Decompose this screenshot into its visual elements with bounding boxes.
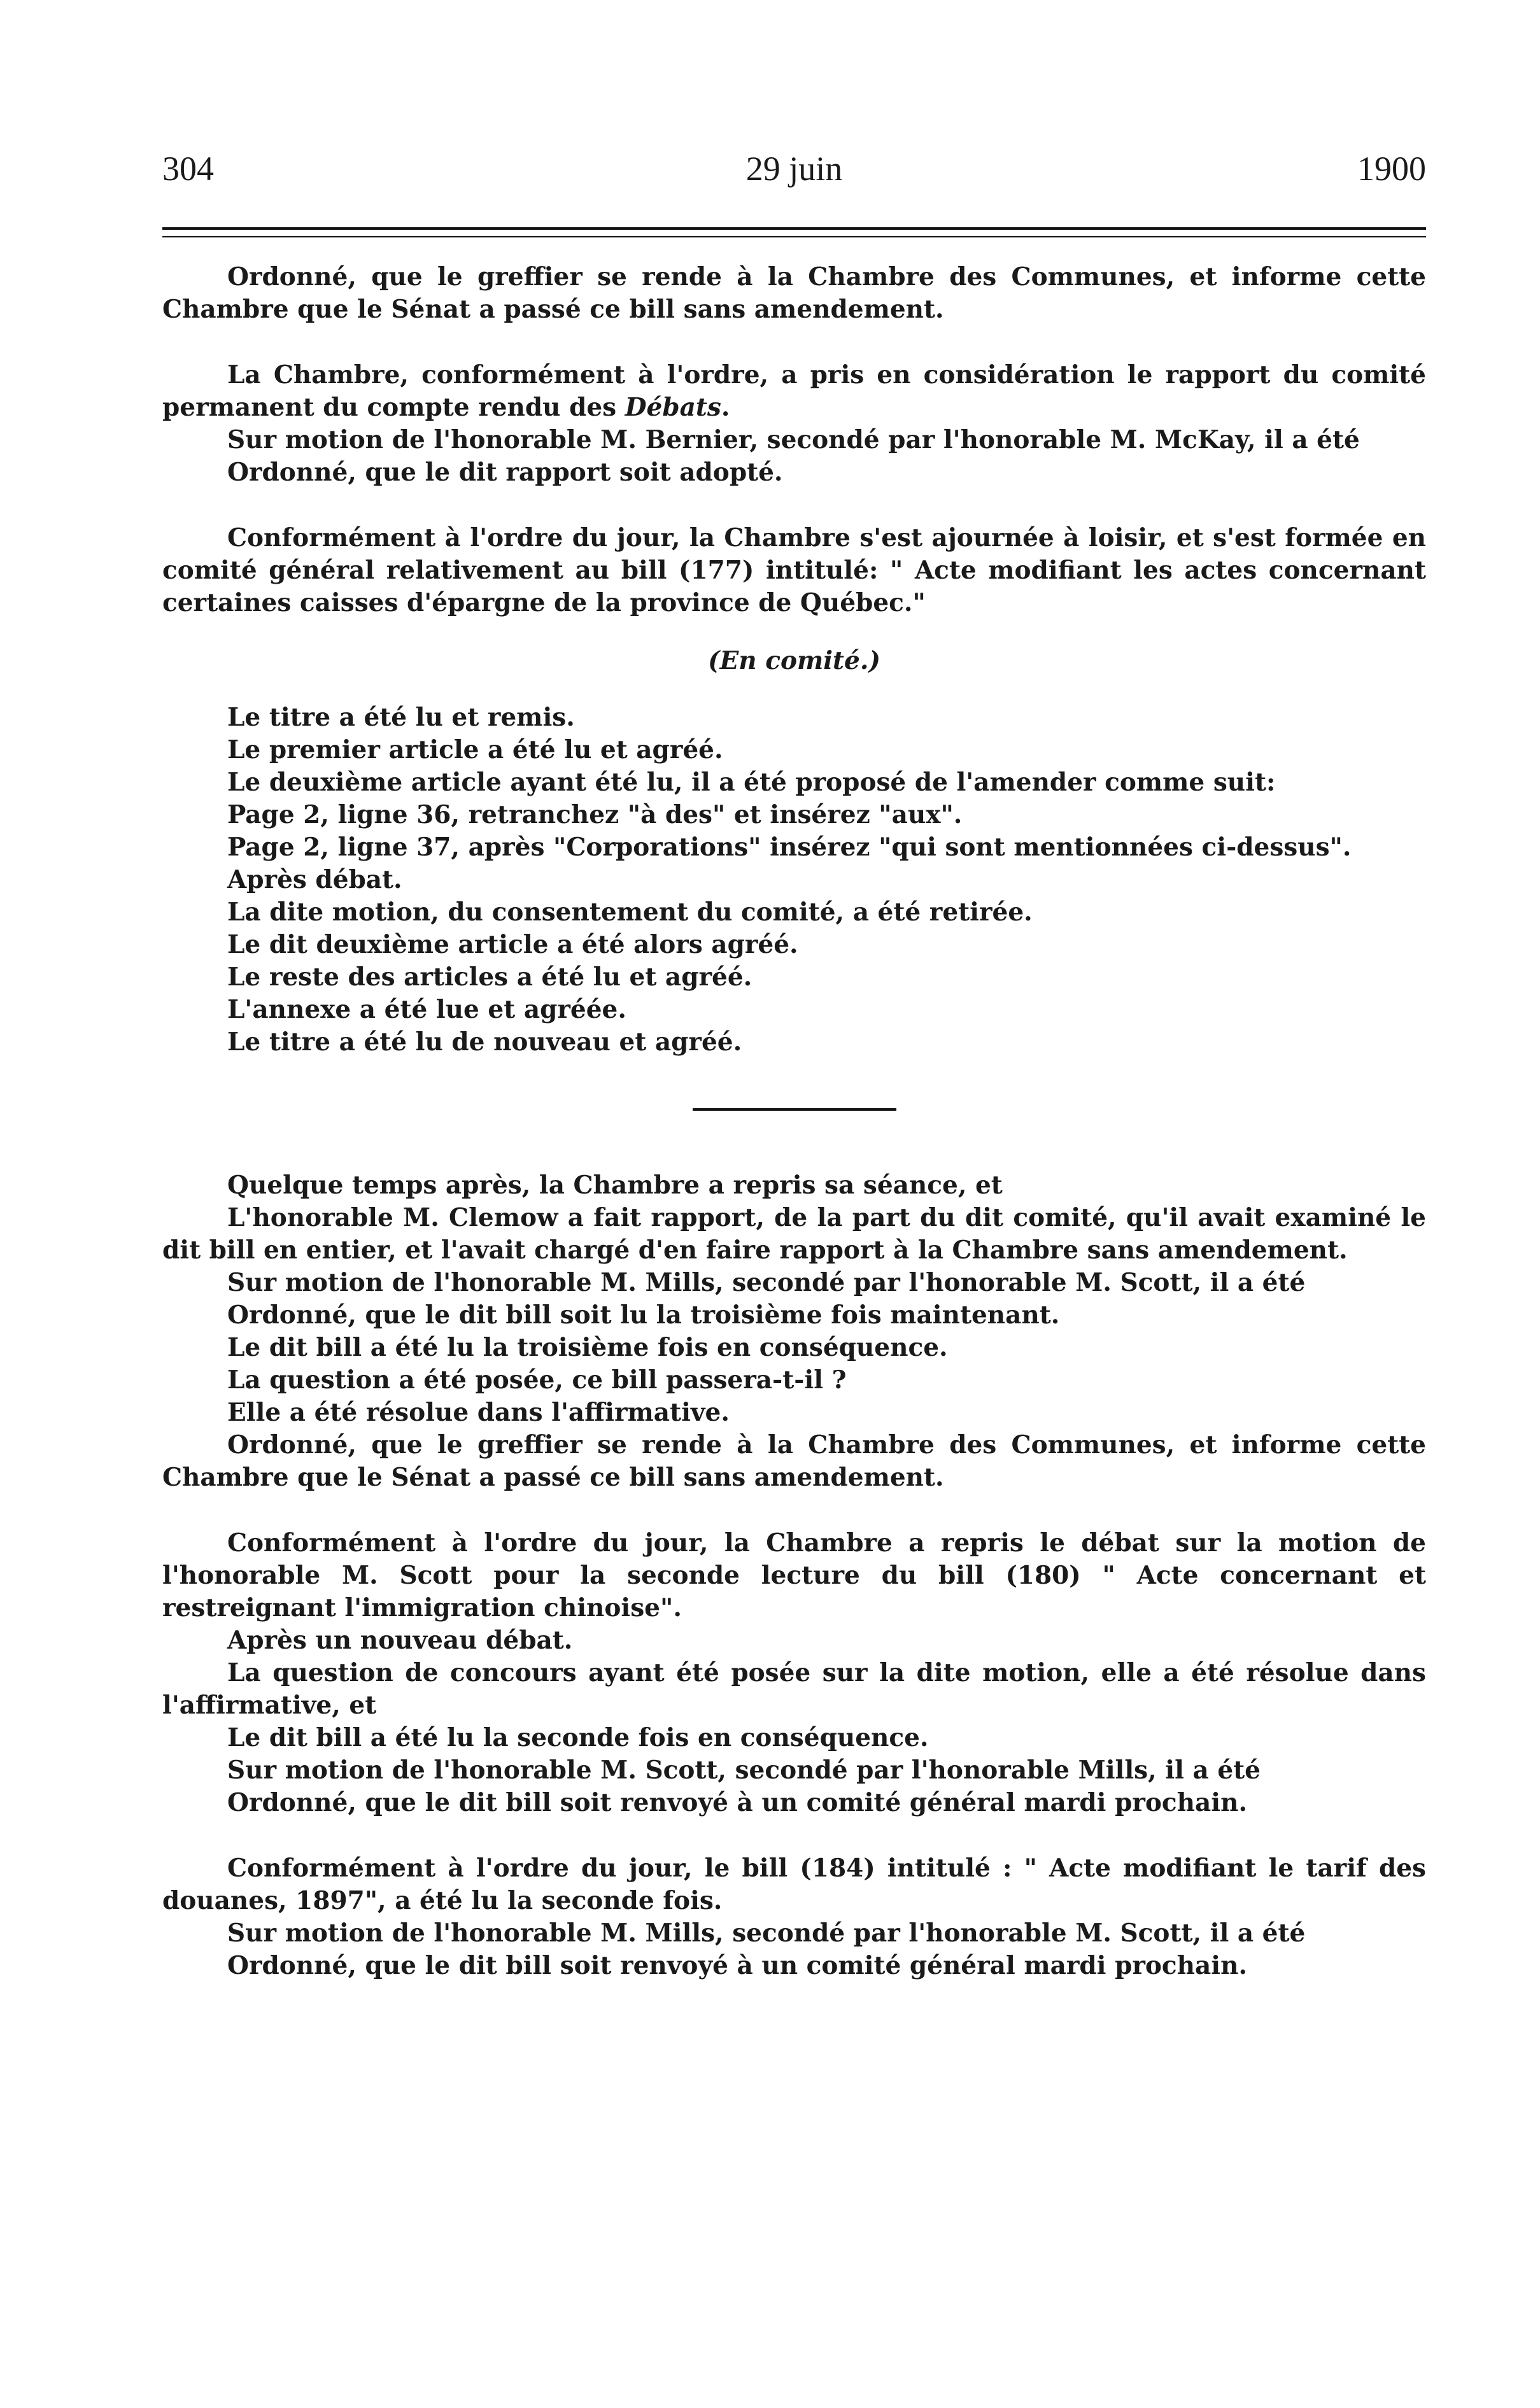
paragraph-text: .: [721, 393, 730, 422]
paragraph: Ordonné, que le dit rapport soit adopté.: [227, 458, 783, 487]
paragraph: Ordonné, que le dit bill soit renvoyé à un comité général mardi prochain.: [227, 1788, 1248, 1817]
paragraph: Le reste des articles a été lu et agréé.: [227, 962, 752, 992]
paragraph: Le titre a été lu et remis.: [227, 703, 575, 732]
paragraph: Quelque temps après, la Chambre a repris sa séance, et: [227, 1171, 1003, 1200]
paragraph: Elle a été résolue dans l'affirmative.: [227, 1398, 730, 1427]
paragraph: Après débat.: [227, 865, 402, 894]
paragraph: Le deuxième article ayant été lu, il a été proposé de l'amender comme suit:: [227, 768, 1276, 797]
paragraph: Conformément à l'ordre du jour, la Chambre a repris le débat sur la motion de l'honorable M. Scott pour la seconde lecture du bill (180) " Acte concernant et restreignant l'immigration chinoise".: [162, 1528, 1426, 1623]
header-rule-thick: [162, 227, 1426, 230]
paragraph: La question de concours ayant été posée sur la dite motion, elle a été résolue dans l'affirmative, et: [162, 1658, 1426, 1720]
paragraph: Le premier article a été lu et agréé.: [227, 735, 723, 764]
paragraph: Le titre a été lu de nouveau et agréé.: [227, 1027, 742, 1057]
page-number: 304: [162, 150, 214, 188]
committee-heading: (En comité.): [708, 646, 880, 675]
paragraph: Ordonné, que le greffier se rende à la Chambre des Communes, et informe cette Chambre que le Sénat a passé ce bill sans amendement.: [162, 1430, 1426, 1492]
page-year: 1900: [1357, 150, 1426, 188]
paragraph: Le dit deuxième article a été alors agréé.: [227, 930, 798, 959]
paragraph: La dite motion, du consentement du comité, a été retirée.: [227, 898, 1033, 927]
paragraph: Sur motion de l'honorable M. Mills, secondé par l'honorable M. Scott, il a été: [227, 1919, 1306, 1948]
section-separator: [693, 1108, 896, 1111]
header-rule-thin: [162, 236, 1426, 237]
paragraph: Conformément à l'ordre du jour, la Chambre s'est ajournée à loisir, et s'est formée en comité général relativement au bill (177) intitulé: " Acte modifiant les actes concernant certaines caisses d'épargne de la province de Québec.": [162, 523, 1426, 617]
paragraph: L'honorable M. Clemow a fait rapport, de la part du dit comité, qu'il avait examiné le dit bill en entier, et l'avait chargé d'en faire rapport à la Chambre sans amendement.: [162, 1203, 1426, 1265]
paragraph-text: La Chambre, conformément à l'ordre, a pris en considération le rapport du comité permanent du compte rendu des: [162, 360, 1426, 422]
paragraph: Page 2, ligne 36, retranchez "à des" et insérez "aux".: [227, 800, 963, 829]
paragraph: Ordonné, que le dit bill soit renvoyé à un comité général mardi prochain.: [227, 1951, 1248, 1980]
paragraph: Le dit bill a été lu la troisième fois en conséquence.: [227, 1333, 948, 1362]
paragraph: Après un nouveau débat.: [227, 1626, 573, 1655]
paragraph: Sur motion de l'honorable M. Scott, secondé par l'honorable Mills, il a été: [227, 1756, 1261, 1785]
paragraph: [162, 359, 1426, 424]
paragraph: Page 2, ligne 37, après "Corporations" insérez "qui sont mentionnées ci-dessus".: [227, 833, 1352, 862]
paragraph: Sur motion de l'honorable M. Bernier, secondé par l'honorable M. McKay, il a été: [227, 425, 1360, 454]
emphasis-text: Débats: [625, 393, 721, 422]
paragraph: Ordonné, que le dit bill soit lu la troisième fois maintenant.: [227, 1300, 1060, 1330]
paragraph: Ordonné, que le greffier se rende à la Chambre des Communes, et informe cette Chambre que le Sénat a passé ce bill sans amendement.: [162, 262, 1426, 324]
paragraph: Conformément à l'ordre du jour, le bill (184) intitulé : " Acte modifiant le tarif des douanes, 1897", a été lu la seconde fois.: [162, 1854, 1426, 1915]
running-head: [162, 146, 1426, 197]
paragraph: Sur motion de l'honorable M. Mills, secondé par l'honorable M. Scott, il a été: [227, 1268, 1306, 1297]
paragraph: L'annexe a été lue et agréée.: [227, 995, 626, 1024]
page-date: 29 juin: [745, 150, 843, 188]
journal-body: [162, 261, 1426, 1982]
paragraph: Le dit bill a été lu la seconde fois en conséquence.: [227, 1723, 929, 1752]
paragraph: La question a été posée, ce bill passera-t-il ?: [227, 1365, 847, 1395]
